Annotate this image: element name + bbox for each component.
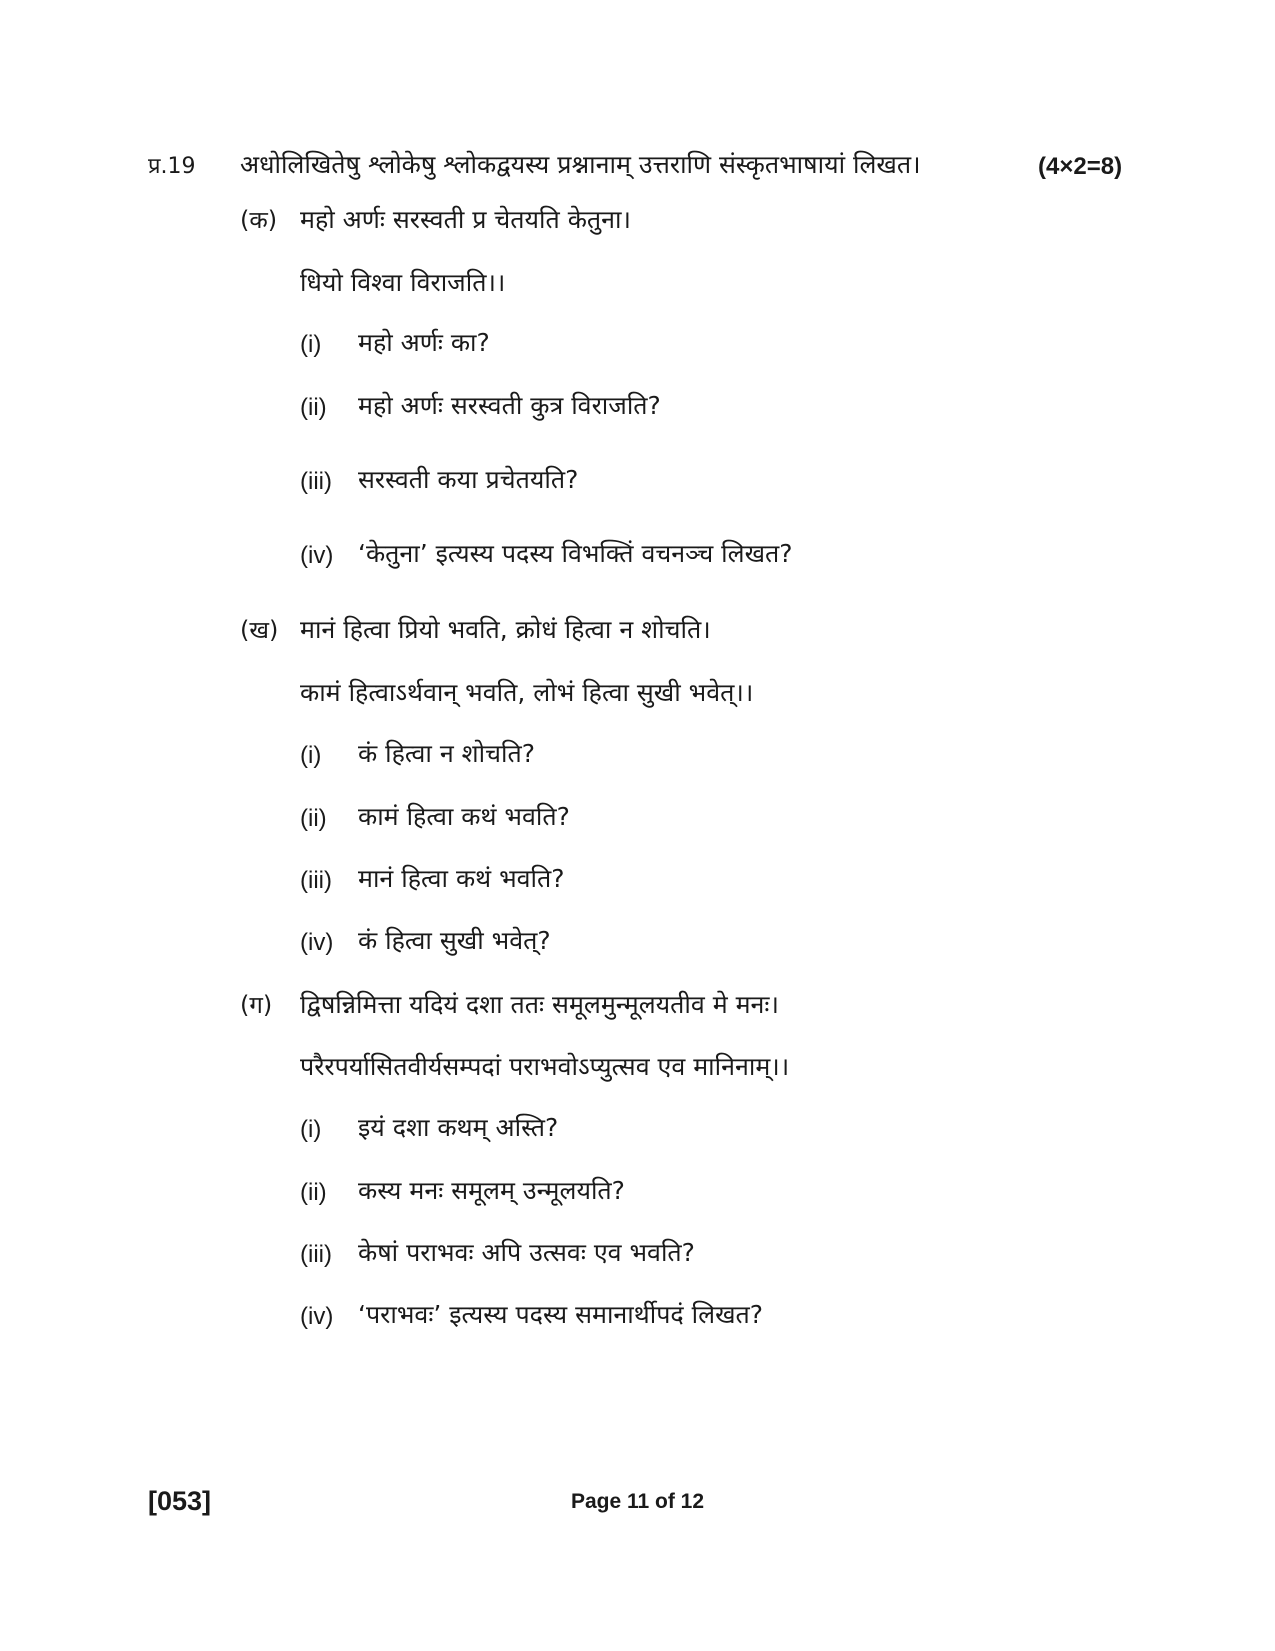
sub-question-text: ‘पराभवः’ इत्यस्य पदस्य समानार्थीपदं लिखत? <box>358 1300 764 1329</box>
paper-code: [053] <box>148 1486 212 1516</box>
verse-line: धियो विश्वा विराजति।। <box>300 268 506 297</box>
sub-question-number: (iii) <box>300 867 332 894</box>
sub-question-text: ‘केतुना’ इत्यस्य पदस्य विभक्तिं वचनञ्च लिखत? <box>358 539 793 568</box>
sub-question-number: (i) <box>300 742 322 769</box>
verse-line: द्विषन्निमित्ता यदियं दशा ततः समूलमुन्मूलयतीव मे मनः। <box>300 990 779 1019</box>
verse-line: महो अर्णः सरस्वती प्र चेतयति केतुना। <box>300 205 631 234</box>
sub-question-number: (i) <box>300 1116 322 1143</box>
sub-question-text: केषां पराभवः अपि उत्सवः एव भवति? <box>358 1238 695 1267</box>
sub-question-text: कस्य मनः समूलम् उन्मूलयति? <box>358 1176 625 1205</box>
section-label: (ग) <box>240 991 273 1019</box>
sub-question-text: सरस्वती कया प्रचेतयति? <box>358 465 579 494</box>
sub-question-text: महो अर्णः का? <box>358 328 490 357</box>
sub-question-text: महो अर्णः सरस्वती कुत्र विराजति? <box>358 391 661 420</box>
section-label: (ख) <box>240 616 279 644</box>
verse-line: कामं हित्वाऽर्थवान् भवति, लोभं हित्वा सुखी भवेत्।। <box>300 678 754 707</box>
question-number: प्र.19 <box>148 154 196 179</box>
sub-question-number: (iii) <box>300 468 332 495</box>
sub-question-number: (ii) <box>300 805 327 832</box>
page-number: Page 11 of 12 <box>570 1490 705 1513</box>
section-label: (क) <box>240 206 278 234</box>
question-instruction: अधोलिखितेषु श्लोकेषु श्लोकद्वयस्य प्रश्नानाम् उत्तराणि संस्कृतभाषायां लिखत। <box>240 150 921 179</box>
question-marks: (4×2=8) <box>1038 153 1123 180</box>
verse-line: मानं हित्वा प्रियो भवति, क्रोधं हित्वा न शोचति। <box>300 615 711 644</box>
sub-question-number: (iii) <box>300 1241 332 1268</box>
sub-question-text: कं हित्वा न शोचति? <box>358 739 536 768</box>
sub-question-number: (i) <box>300 331 322 358</box>
sub-question-text: कामं हित्वा कथं भवति? <box>358 802 570 831</box>
sub-question-number: (iv) <box>300 542 334 569</box>
sub-question-number: (iv) <box>300 929 334 956</box>
sub-question-text: इयं दशा कथम् अस्ति? <box>358 1113 559 1142</box>
sub-question-number: (ii) <box>300 394 327 421</box>
sub-question-number: (iv) <box>300 1303 334 1330</box>
sub-question-number: (ii) <box>300 1179 327 1206</box>
sub-question-text: कं हित्वा सुखी भवेत्? <box>358 926 551 955</box>
verse-line: परैरपर्यासितवीर्यसम्पदां पराभवोऽप्युत्सव एव मानिनाम्।। <box>300 1052 790 1081</box>
sub-question-text: मानं हित्वा कथं भवति? <box>358 864 565 893</box>
